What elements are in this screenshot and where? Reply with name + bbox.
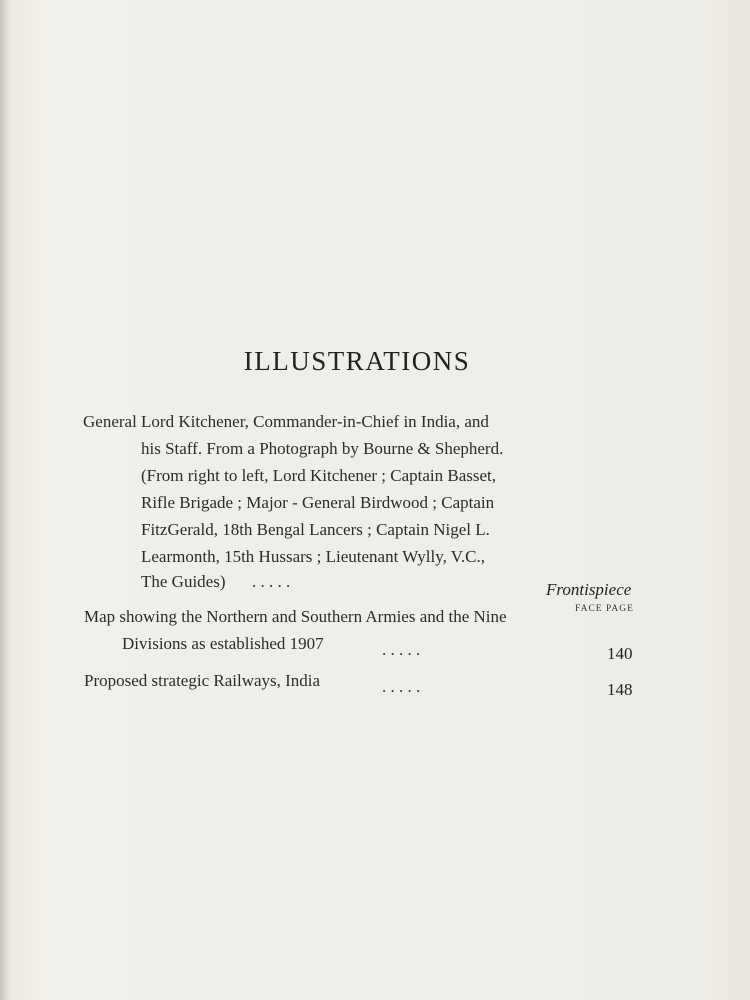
page-reference: Frontispiece [546, 580, 632, 599]
dot-leader: . . . . . [382, 677, 421, 696]
entry-line: Rifle Brigade ; Major - General Birdwood ; Captain [141, 493, 495, 512]
page-reference: 140 [607, 644, 633, 663]
entry-line: FitzGerald, 18th Bengal Lancers ; Captain Nigel L. [141, 520, 490, 539]
entry-line: (From right to left, Lord Kitchener ; Captain Basset, [141, 466, 497, 485]
face-page-label: FACE PAGE [575, 604, 634, 614]
entry-line: his Staff. From a Photograph by Bourne & Shepherd. [141, 439, 504, 458]
page-reference: 148 [607, 680, 633, 699]
entry-line: Proposed strategic Railways, India [84, 671, 321, 690]
entry-line: Map showing the Northern and Southern Armies and the Nine [84, 607, 507, 626]
dot-leader: . . . . . [252, 572, 291, 591]
page-title: ILLUSTRATIONS [243, 346, 471, 376]
dot-leader: . . . . . [382, 640, 421, 659]
spine-shadow [0, 0, 10, 1000]
entry-line: General Lord Kitchener, Commander-in-Chief in India, and [83, 412, 489, 431]
entry-line: Divisions as established 1907 [122, 634, 324, 653]
entry-line: The Guides) [141, 572, 226, 591]
entry-line: Learmonth, 15th Hussars ; Lieutenant Wylly, V.C., [141, 547, 485, 566]
